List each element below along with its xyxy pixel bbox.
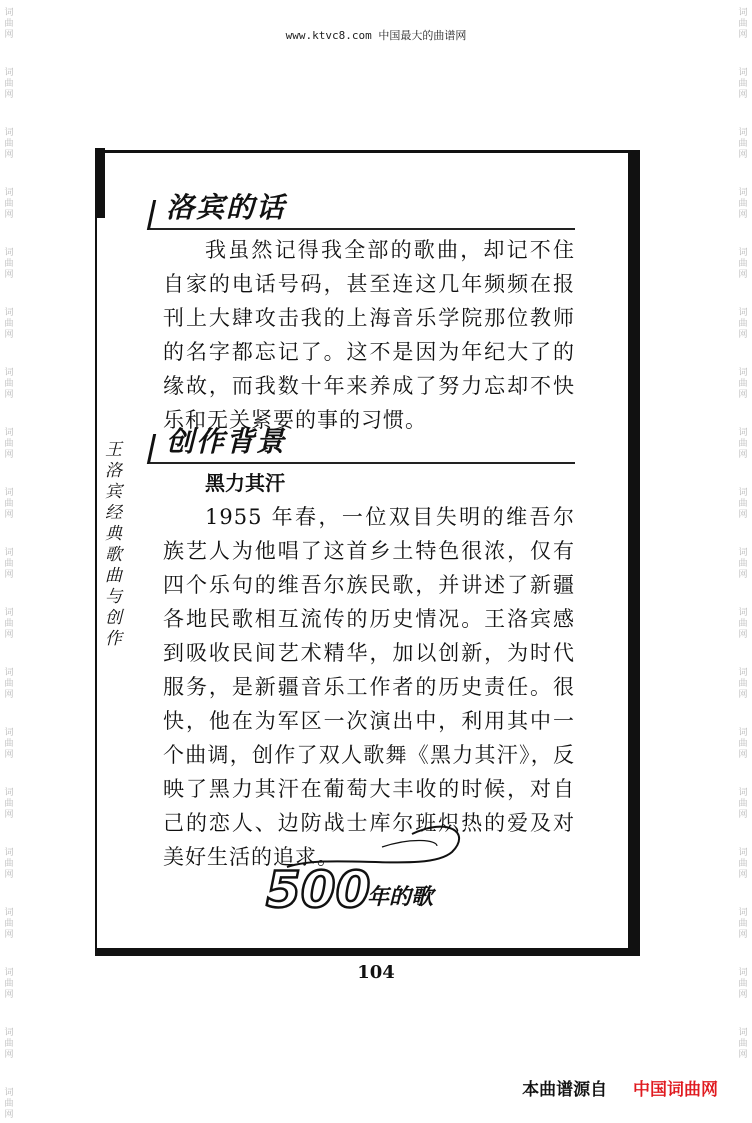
logo-500-songs <box>262 812 477 922</box>
watermark-text: 词曲网 <box>738 368 748 400</box>
watermark-text: 词曲网 <box>4 1028 14 1060</box>
watermark-text: 词曲网 <box>4 308 14 340</box>
frame-bottom-bar <box>95 948 640 956</box>
page-number: 104 <box>357 962 395 983</box>
watermark-right <box>736 0 750 1123</box>
watermark-text: 词曲网 <box>738 428 748 460</box>
watermark-text: 词曲网 <box>4 728 14 760</box>
watermark-text: 词曲网 <box>738 668 748 700</box>
watermark-text: 词曲网 <box>4 1088 14 1120</box>
background-paragraph: 1955 年春，一位双目失明的维吾尔族艺人为他唱了这首乡土特色很浓，仅有四个乐句的维吾尔族民歌，并讲述了新疆各地民歌相互流传的历史情况。王洛宾感到吸收民间艺术精华，加以创新，为时代服务，是新疆音乐工作者的历史责任。很快，他在为军区一次演出中，利用其中一个曲调，创作了双人歌舞《黑力其汗》，反映了黑力其汗在葡萄大丰收的时候，对自己的恋人、边防战士库尔班炽热的爱及对美好生活的追求。 <box>163 505 575 869</box>
watermark-text: 词曲网 <box>4 368 14 400</box>
watermark-text: 词曲网 <box>4 608 14 640</box>
watermark-text: 词曲网 <box>4 488 14 520</box>
watermark-text: 词曲网 <box>738 488 748 520</box>
watermark-text: 词曲网 <box>4 8 14 40</box>
watermark-left <box>2 0 16 1123</box>
quote-paragraph: 我虽然记得我全部的歌曲，却记不住自家的电话号码，甚至连这几年频频在报刊上大肆攻击我的上海音乐学院那位教师的名字都忘记了。这不是因为年纪大了的缘故，而我数十年来养成了努力忘却不快乐和无关紧要的事的习惯。 <box>163 238 575 432</box>
watermark-text: 词曲网 <box>4 248 14 280</box>
section-title: 创作背景 <box>166 425 287 458</box>
watermark-text: 词曲网 <box>4 188 14 220</box>
section-heading <box>150 191 575 230</box>
watermark-text: 词曲网 <box>738 1028 748 1060</box>
watermark-text: 词曲网 <box>738 908 748 940</box>
frame-corner <box>95 148 105 218</box>
site-header: www.ktvc8.com 中国最大的曲谱网 <box>285 29 467 42</box>
section-title: 洛宾的话 <box>166 191 287 224</box>
watermark-text: 词曲网 <box>738 128 748 160</box>
section-heading <box>150 425 575 464</box>
watermark-text: 词曲网 <box>4 788 14 820</box>
watermark-text: 词曲网 <box>738 848 748 880</box>
watermark-text: 词曲网 <box>4 548 14 580</box>
watermark-text: 词曲网 <box>4 968 14 1000</box>
watermark-text: 词曲网 <box>738 608 748 640</box>
watermark-text: 词曲网 <box>738 308 748 340</box>
footer-brand-link[interactable]: 中国词曲网 <box>633 1080 718 1100</box>
watermark-text: 词曲网 <box>4 428 14 460</box>
watermark-text: 词曲网 <box>738 968 748 1000</box>
logo-number: 500 <box>266 861 371 919</box>
watermark-text: 词曲网 <box>738 8 748 40</box>
watermark-text: 词曲网 <box>738 788 748 820</box>
watermark-text: 词曲网 <box>4 908 14 940</box>
watermark-text: 词曲网 <box>738 248 748 280</box>
logo-text: 年的歌 <box>367 885 434 910</box>
watermark-text: 词曲网 <box>4 848 14 880</box>
frame-right-bar <box>628 150 640 955</box>
watermark-text: 词曲网 <box>738 188 748 220</box>
song-title: 黑力其汗 <box>205 471 285 495</box>
watermark-text: 词曲网 <box>4 668 14 700</box>
watermark-text: 词曲网 <box>4 68 14 100</box>
watermark-text: 词曲网 <box>4 128 14 160</box>
watermark-text: 词曲网 <box>738 548 748 580</box>
footer <box>522 1075 718 1100</box>
logo-swirl-icon <box>262 812 477 922</box>
side-book-title: 王洛宾经典歌曲与创作 <box>101 440 121 650</box>
watermark-text: 词曲网 <box>738 728 748 760</box>
watermark-text: 词曲网 <box>738 68 748 100</box>
footer-source: 本曲谱源自 <box>522 1080 608 1100</box>
